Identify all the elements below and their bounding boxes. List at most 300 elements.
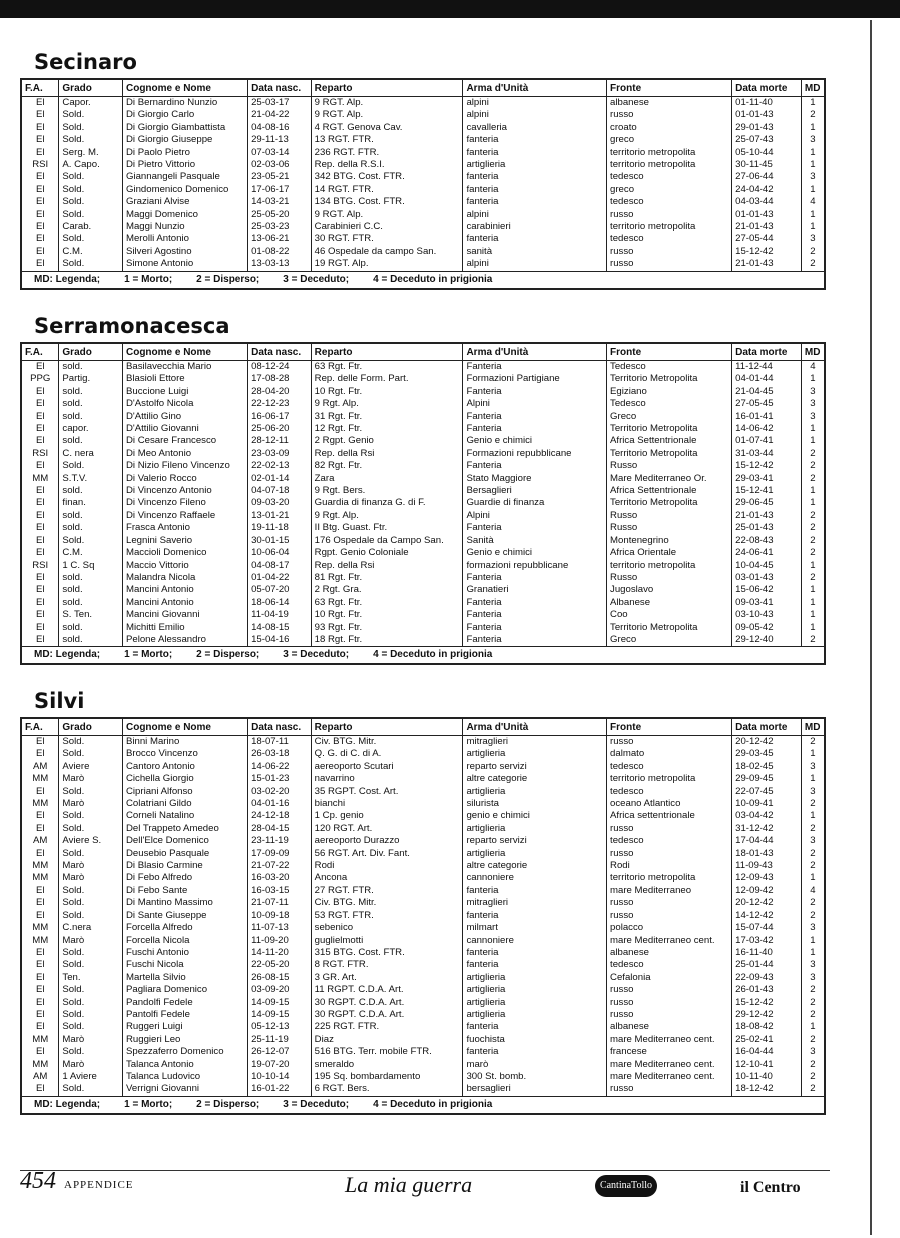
cell-arm: marò <box>463 1059 607 1071</box>
cell-name: Simone Antonio <box>122 258 247 270</box>
cell-arm: fanteria <box>463 959 607 971</box>
cell-fa: AM <box>22 835 59 847</box>
cell-birth-date: 10-09-18 <box>248 910 312 922</box>
header-name: Cognome e Nome <box>122 344 247 361</box>
appendix-label: APPENDICE <box>64 1179 134 1191</box>
cell-birth-date: 10-06-04 <box>248 547 312 559</box>
cell-front: russo <box>607 258 732 270</box>
cell-unit: Guardia di finanza G. di F. <box>311 497 463 509</box>
cell-arm: artiglieria <box>463 823 607 835</box>
cell-death-date: 21-01-43 <box>732 221 802 233</box>
cell-death-date: 15-12-42 <box>732 997 802 1009</box>
legend-l2: 2 = Disperso; <box>196 1098 260 1110</box>
cell-grado: S. Ten. <box>59 609 123 621</box>
cell-fa: El <box>22 122 59 134</box>
cell-fa: AM <box>22 761 59 773</box>
cell-front: mare Mediterraneo cent. <box>607 1034 732 1046</box>
header-unit: Reparto <box>311 344 463 361</box>
cell-birth-date: 16-03-20 <box>248 872 312 884</box>
cell-birth-date: 23-05-21 <box>248 171 312 183</box>
cell-front: polacco <box>607 922 732 934</box>
cell-name: Corneli Natalino <box>122 810 247 822</box>
cell-front: Russo <box>607 572 732 584</box>
cell-md: 2 <box>810 460 816 472</box>
cell-unit: aereoporto Durazzo <box>311 835 463 847</box>
cell-name: Pagliara Domenico <box>122 984 247 996</box>
header-fa: F.A. <box>22 344 59 361</box>
cell-front: russo <box>607 1009 732 1021</box>
cell-md: 1 <box>810 183 816 195</box>
cell-birth-date: 25-11-19 <box>248 1034 312 1046</box>
cell-name: Blasioli Ettore <box>122 373 247 385</box>
cell-death-date: 11-09-43 <box>732 860 802 872</box>
section-silvi <box>20 689 826 1115</box>
cell-name: Cichella Giorgio <box>122 773 247 785</box>
table-row <box>22 510 824 522</box>
cell-name: Deusebio Pasquale <box>122 848 247 860</box>
cell-birth-date: 21-07-22 <box>248 860 312 872</box>
table-row <box>22 423 824 435</box>
cell-name: Brocco Vincenzo <box>122 748 247 760</box>
cell-name: Di Vincenzo Antonio <box>122 485 247 497</box>
cell-fa: El <box>22 622 59 634</box>
cell-name: Di Giorgio Giambattista <box>122 122 247 134</box>
cell-death-date: 18-02-45 <box>732 761 802 773</box>
cell-md: 1 <box>810 97 816 108</box>
cell-death-date: 12-10-41 <box>732 1059 802 1071</box>
cell-arm: fanteria <box>463 196 607 208</box>
cell-arm: fanteria <box>463 885 607 897</box>
cell-birth-date: 25-05-20 <box>248 209 312 221</box>
header-arm: Arma d'Unità <box>463 80 607 97</box>
cell-grado: Sold. <box>59 910 123 922</box>
cell-md: 2 <box>810 984 816 996</box>
cell-unit: 9 Rgt. Bers. <box>311 485 463 497</box>
cell-grado: Sold. <box>59 134 123 146</box>
table-row <box>22 984 824 996</box>
cell-death-date: 15-06-42 <box>732 584 802 596</box>
cell-grado: sold. <box>59 386 123 398</box>
legend-l4: 4 = Deceduto in prigionia <box>373 649 493 661</box>
cell-birth-date: 28-04-20 <box>248 386 312 398</box>
cell-fa: El <box>22 411 59 423</box>
cell-arm: Fanteria <box>463 522 607 534</box>
cell-arm: artiglieria <box>463 984 607 996</box>
cell-unit: 134 BTG. Cost. FTR. <box>311 196 463 208</box>
cell-name: Di Paolo Pietro <box>122 147 247 159</box>
legend-label: MD: Legenda; <box>34 649 101 661</box>
section-serramonacesca <box>20 314 826 665</box>
roster-table-box <box>20 717 826 1115</box>
cell-fa: El <box>22 609 59 621</box>
cell-fa: El <box>22 584 59 596</box>
cell-unit: 93 Rgt. Ftr. <box>311 622 463 634</box>
cell-birth-date: 01-04-22 <box>248 572 312 584</box>
table-row <box>22 258 824 270</box>
cell-md: 3 <box>810 760 816 772</box>
table-row <box>22 1071 824 1083</box>
cell-front: croato <box>607 122 732 134</box>
cell-unit: 63 Rgt. Ftr. <box>311 597 463 609</box>
cell-arm: Genio e chimici <box>463 547 607 559</box>
cell-md: 2 <box>810 534 816 546</box>
cell-front: mare Mediterraneo cent. <box>607 1059 732 1071</box>
cell-fa: El <box>22 885 59 897</box>
cell-fa: El <box>22 786 59 798</box>
cell-grado: Sold. <box>59 196 123 208</box>
cell-birth-date: 03-02-20 <box>248 786 312 798</box>
cell-md: 1 <box>810 221 816 233</box>
cell-grado: 1 Aviere <box>59 1071 123 1083</box>
cell-arm: sanità <box>463 246 607 258</box>
cell-front: Africa Orientale <box>607 547 732 559</box>
cell-arm: artiglieria <box>463 1009 607 1021</box>
cell-birth-date: 24-12-18 <box>248 810 312 822</box>
cell-birth-date: 22-02-13 <box>248 460 312 472</box>
cell-front: Rodi <box>607 860 732 872</box>
cell-death-date: 24-06-41 <box>732 547 802 559</box>
cell-md: 2 <box>810 509 816 521</box>
cell-death-date: 03-01-43 <box>732 572 802 584</box>
cell-grado: sold. <box>59 634 123 646</box>
cell-unit: Q. G. di C. di A. <box>311 748 463 760</box>
cell-grado: Sold. <box>59 1083 123 1095</box>
cell-name: Gindomenico Domenico <box>122 184 247 196</box>
cell-md: 4 <box>810 361 816 372</box>
cell-fa: MM <box>22 798 59 810</box>
cell-fa: El <box>22 947 59 959</box>
cell-death-date: 16-11-40 <box>732 947 802 959</box>
header-birth-date: Data nasc. <box>248 344 312 361</box>
cell-name: Di Blasio Carmine <box>122 860 247 872</box>
cell-fa: El <box>22 109 59 121</box>
legend-l4: 4 = Deceduto in prigionia <box>373 1098 493 1110</box>
cell-name: Pelone Alessandro <box>122 634 247 646</box>
cell-grado: sold. <box>59 597 123 609</box>
cell-md: 2 <box>810 109 816 121</box>
cell-grado: Capor. <box>59 97 123 110</box>
cell-front: tedesco <box>607 761 732 773</box>
roster-table <box>22 344 824 646</box>
cell-md: 3 <box>810 835 816 847</box>
cell-death-date: 30-11-45 <box>732 159 802 171</box>
cell-fa: El <box>22 572 59 584</box>
cell-name: Buccione Luigi <box>122 386 247 398</box>
cell-name: Maggi Domenico <box>122 209 247 221</box>
cell-name: Dell'Elce Domenico <box>122 835 247 847</box>
cell-death-date: 27-05-44 <box>732 233 802 245</box>
legend-label: MD: Legenda; <box>34 1098 101 1110</box>
cell-grado: sold. <box>59 584 123 596</box>
cell-birth-date: 14-03-21 <box>248 196 312 208</box>
cell-unit: 342 BTG. Cost. FTR. <box>311 171 463 183</box>
cell-fa: El <box>22 959 59 971</box>
table-row <box>22 361 824 374</box>
header-arm: Arma d'Unità <box>463 719 607 736</box>
cell-grado: Sold. <box>59 984 123 996</box>
cell-arm: Formazioni repubblicane <box>463 448 607 460</box>
cell-arm: Genio e chimici <box>463 435 607 447</box>
cell-unit: 14 RGT. FTR. <box>311 184 463 196</box>
cell-md: 1 <box>810 435 816 447</box>
cell-md: 2 <box>810 571 816 583</box>
cell-fa: El <box>22 823 59 835</box>
cell-fa: MM <box>22 1034 59 1046</box>
cell-birth-date: 21-07-11 <box>248 897 312 909</box>
header-death-date: Data morte <box>732 719 802 736</box>
cell-grado: Sold. <box>59 947 123 959</box>
table-row <box>22 1009 824 1021</box>
cell-arm: Stato Maggiore <box>463 473 607 485</box>
cell-front: Jugoslavo <box>607 584 732 596</box>
cell-name: Maggi Nunzio <box>122 221 247 233</box>
cell-death-date: 17-04-44 <box>732 835 802 847</box>
cell-death-date: 31-12-42 <box>732 823 802 835</box>
cell-death-date: 12-09-42 <box>732 885 802 897</box>
cell-name: Cantoro Antonio <box>122 761 247 773</box>
cell-fa: El <box>22 535 59 547</box>
cell-md: 1 <box>810 208 816 220</box>
cell-grado: Marò <box>59 860 123 872</box>
cell-fa: El <box>22 1021 59 1033</box>
cell-grado: sold. <box>59 361 123 374</box>
cell-name: Fuschi Antonio <box>122 947 247 959</box>
cell-md: 3 <box>810 971 816 983</box>
cell-unit: 225 RGT. FTR. <box>311 1021 463 1033</box>
cell-name: Del Trappeto Amedeo <box>122 823 247 835</box>
header-grado: Grado <box>59 344 123 361</box>
cell-death-date: 27-05-45 <box>732 398 802 410</box>
header-arm: Arma d'Unità <box>463 344 607 361</box>
cell-front: Mare Mediterraneo Or. <box>607 473 732 485</box>
cell-grado: sold. <box>59 398 123 410</box>
cell-front: tedesco <box>607 959 732 971</box>
cell-front: territorio metropolita <box>607 872 732 884</box>
cell-fa: RSI <box>22 159 59 171</box>
cell-arm: fuochista <box>463 1034 607 1046</box>
cell-unit: 18 Rgt. Ftr. <box>311 634 463 646</box>
cell-name: Binni Marino <box>122 736 247 749</box>
cell-death-date: 22-08-43 <box>732 535 802 547</box>
table-row <box>22 860 824 872</box>
table-row <box>22 761 824 773</box>
cell-fa: El <box>22 634 59 646</box>
cell-unit: 176 Ospedale da Campo San. <box>311 535 463 547</box>
cell-name: Michitti Emilio <box>122 622 247 634</box>
cell-front: Tedesco <box>607 398 732 410</box>
cell-arm: Fanteria <box>463 411 607 423</box>
cell-md: 1 <box>810 596 816 608</box>
table-row <box>22 972 824 984</box>
cell-fa: El <box>22 997 59 1009</box>
cell-grado: C.M. <box>59 246 123 258</box>
table-row <box>22 497 824 509</box>
cell-name: Mancini Giovanni <box>122 609 247 621</box>
footer-rule <box>20 1170 830 1171</box>
cell-grado: Sold. <box>59 109 123 121</box>
cell-arm: cannoniere <box>463 935 607 947</box>
header-grado: Grado <box>59 80 123 97</box>
cell-front: mare Mediterraneo cent. <box>607 1071 732 1083</box>
cell-front: Egiziano <box>607 386 732 398</box>
cell-grado: Aviere <box>59 761 123 773</box>
cell-md: 2 <box>810 1058 816 1070</box>
cell-front: mare Mediterraneo cent. <box>607 935 732 947</box>
cell-fa: El <box>22 1009 59 1021</box>
cell-arm: Fanteria <box>463 622 607 634</box>
cell-md: 2 <box>810 736 816 747</box>
cell-unit: aereoporto Scutari <box>311 761 463 773</box>
cell-birth-date: 13-03-13 <box>248 258 312 270</box>
cell-name: D'Attilio Gino <box>122 411 247 423</box>
cell-birth-date: 16-01-22 <box>248 1083 312 1095</box>
cell-death-date: 01-11-40 <box>732 97 802 110</box>
cell-death-date: 10-11-40 <box>732 1071 802 1083</box>
cell-front: Cefalonia <box>607 972 732 984</box>
cell-front: Africa settentrionale <box>607 810 732 822</box>
table-row <box>22 622 824 634</box>
cell-unit: 31 Rgt. Ftr. <box>311 411 463 423</box>
cell-front: russo <box>607 246 732 258</box>
legend-label: MD: Legenda; <box>34 273 101 285</box>
cell-name: Maccio Vittorio <box>122 560 247 572</box>
cell-fa: El <box>22 423 59 435</box>
cell-md: 3 <box>810 1046 816 1058</box>
cell-birth-date: 19-11-18 <box>248 522 312 534</box>
cell-grado: Sold. <box>59 535 123 547</box>
cell-death-date: 16-01-41 <box>732 411 802 423</box>
table-row <box>22 823 824 835</box>
cell-grado: Sold. <box>59 171 123 183</box>
cell-front: albanese <box>607 1021 732 1033</box>
table-row <box>22 634 824 646</box>
cell-grado: Sold. <box>59 848 123 860</box>
cell-md: 1 <box>810 810 816 822</box>
table-row <box>22 572 824 584</box>
cell-birth-date: 11-07-13 <box>248 922 312 934</box>
cell-grado: Sold. <box>59 460 123 472</box>
cell-arm: artiglieria <box>463 748 607 760</box>
table-row <box>22 1059 824 1071</box>
cell-fa: El <box>22 547 59 559</box>
header-death-date: Data morte <box>732 344 802 361</box>
cell-arm: Fanteria <box>463 572 607 584</box>
section-secinaro <box>20 50 826 290</box>
cell-arm: Alpini <box>463 398 607 410</box>
cell-death-date: 15-12-42 <box>732 246 802 258</box>
cell-unit: 120 RGT. Art. <box>311 823 463 835</box>
cell-birth-date: 14-09-15 <box>248 997 312 1009</box>
header-name: Cognome e Nome <box>122 80 247 97</box>
cell-birth-date: 23-11-19 <box>248 835 312 847</box>
sponsor-logo: CantinaTollo <box>595 1175 657 1197</box>
section-title: Serramonacesca <box>34 314 230 338</box>
cell-grado: Sold. <box>59 122 123 134</box>
cell-unit: 30 RGT. FTR. <box>311 233 463 245</box>
cell-arm: Guardie di finanza <box>463 497 607 509</box>
cell-birth-date: 14-06-22 <box>248 761 312 773</box>
table-row <box>22 736 824 749</box>
md-legend <box>22 1096 824 1113</box>
table-row <box>22 947 824 959</box>
cell-arm: fanteria <box>463 184 607 196</box>
cell-fa: El <box>22 97 59 110</box>
cell-unit: 315 BTG. Cost. FTR. <box>311 947 463 959</box>
cell-fa: El <box>22 386 59 398</box>
cell-md: 2 <box>810 1033 816 1045</box>
cell-md: 2 <box>810 909 816 921</box>
cell-birth-date: 09-03-20 <box>248 497 312 509</box>
cell-unit: sebenico <box>311 922 463 934</box>
cell-front: Africa Settentrionale <box>607 435 732 447</box>
cell-grado: S.T.V. <box>59 473 123 485</box>
cell-front: Albanese <box>607 597 732 609</box>
header-md: MD <box>801 80 824 97</box>
cell-birth-date: 03-09-20 <box>248 984 312 996</box>
cell-death-date: 11-12-44 <box>732 361 802 374</box>
cell-grado: Marò <box>59 935 123 947</box>
cell-fa: El <box>22 810 59 822</box>
md-legend <box>22 271 824 288</box>
cell-birth-date: 08-12-24 <box>248 361 312 374</box>
cell-birth-date: 02-01-14 <box>248 473 312 485</box>
cell-fa: PPG <box>22 373 59 385</box>
cell-death-date: 29-03-41 <box>732 473 802 485</box>
cell-grado: C.M. <box>59 547 123 559</box>
cell-unit: Rodi <box>311 860 463 872</box>
cell-name: Talanca Antonio <box>122 1059 247 1071</box>
cell-md: 2 <box>810 897 816 909</box>
cell-front: russo <box>607 1083 732 1095</box>
cell-fa: El <box>22 258 59 270</box>
cell-death-date: 26-01-43 <box>732 984 802 996</box>
cell-md: 3 <box>810 134 816 146</box>
cell-birth-date: 07-03-14 <box>248 147 312 159</box>
cell-name: Di Bernardino Nunzio <box>122 97 247 110</box>
cell-grado: Marò <box>59 773 123 785</box>
cell-unit: 236 RGT. FTR. <box>311 147 463 159</box>
cell-birth-date: 11-04-19 <box>248 609 312 621</box>
cell-front: tedesco <box>607 786 732 798</box>
cell-arm: 300 St. bomb. <box>463 1071 607 1083</box>
cell-birth-date: 25-03-23 <box>248 221 312 233</box>
cell-birth-date: 30-01-15 <box>248 535 312 547</box>
cell-front: Russo <box>607 510 732 522</box>
cell-md: 2 <box>810 633 816 645</box>
cell-grado: Sold. <box>59 184 123 196</box>
cell-unit: smeraldo <box>311 1059 463 1071</box>
cell-name: Di Vincenzo Raffaele <box>122 510 247 522</box>
cell-name: Fuschi Nicola <box>122 959 247 971</box>
table-row <box>22 1046 824 1058</box>
header-front: Fronte <box>607 719 732 736</box>
cell-arm: silurista <box>463 798 607 810</box>
cell-arm: fanteria <box>463 1046 607 1058</box>
cell-name: Di Cesare Francesco <box>122 435 247 447</box>
cell-unit: navarrino <box>311 773 463 785</box>
table-row <box>22 435 824 447</box>
cell-unit: 6 RGT. Bers. <box>311 1083 463 1095</box>
header-grado: Grado <box>59 719 123 736</box>
cell-birth-date: 16-06-17 <box>248 411 312 423</box>
cell-grado: Carab. <box>59 221 123 233</box>
cell-front: territorio metropolita <box>607 560 732 572</box>
cell-name: Pandolfi Fedele <box>122 997 247 1009</box>
table-row <box>22 922 824 934</box>
cell-death-date: 22-07-45 <box>732 786 802 798</box>
cell-birth-date: 19-07-20 <box>248 1059 312 1071</box>
cell-grado: capor. <box>59 423 123 435</box>
